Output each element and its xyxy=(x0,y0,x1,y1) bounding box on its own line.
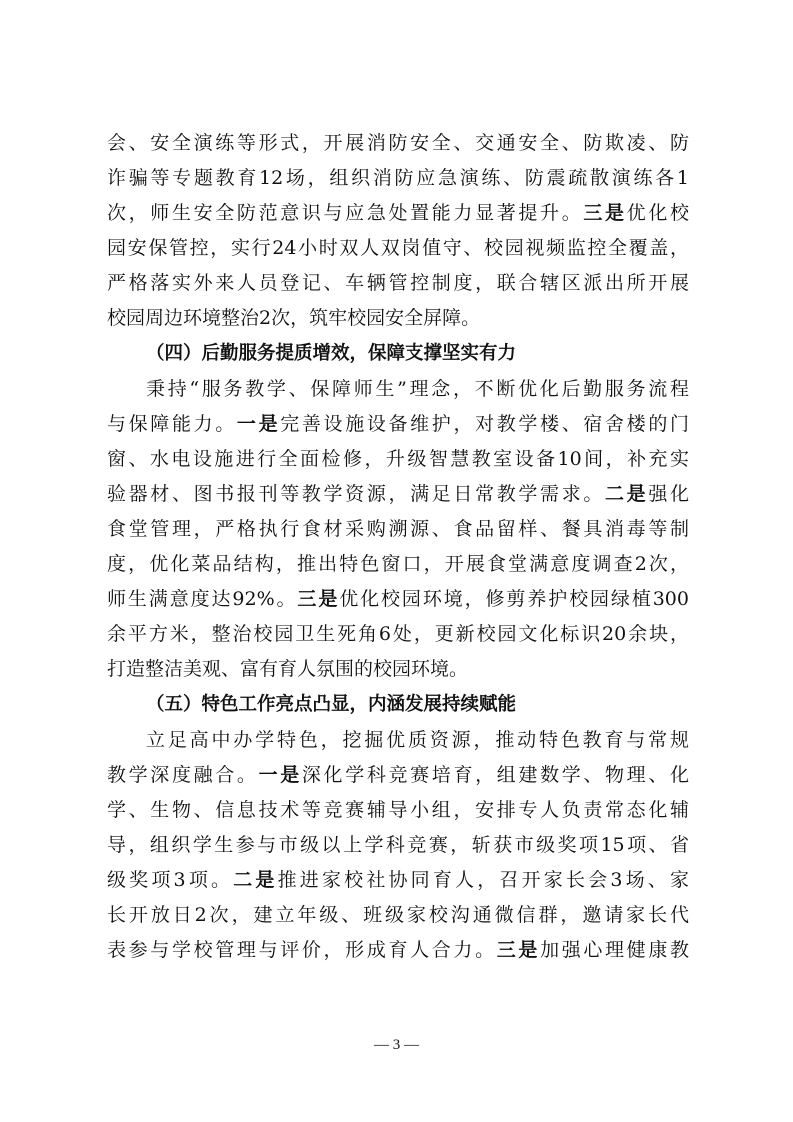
text-line: 教学深度融合。一是深化学科竞赛培育，组建数学、物理、化 xyxy=(107,764,689,786)
text-line: 立足高中办学特色，挖掘优质资源，推动特色教育与常规 xyxy=(146,729,689,751)
text-line: 长开放日2次，建立年级、班级家校沟通微信群，邀请家长代 xyxy=(107,904,689,926)
text-line: 表参与学校管理与评价，形成育人合力。三是加强心理健康教 xyxy=(107,939,689,961)
text-line: 诈骗等专题教育12场，组织消防应急演练、防震疏散演练各1 xyxy=(107,167,689,189)
text-line: 与保障能力。一是完善设施设备维护，对教学楼、宿舍楼的门 xyxy=(107,413,689,435)
text-line: 导，组织学生参与市级以上学科竞赛，斩获市级奖项15项、省 xyxy=(107,834,689,856)
section-heading: （四）后勤服务提质增效，保障支撑坚实有力 xyxy=(146,343,517,364)
text-line: 验器材、图书报刊等教学资源，满足日常教学需求。二是强化 xyxy=(107,483,689,505)
text-line: 学、生物、信息技术等竞赛辅导小组，安排专人负责常态化辅 xyxy=(107,799,689,821)
text-line: 余平方米，整治校园卫生死角6处，更新校园文化标识20余块， xyxy=(107,623,689,645)
text-line: 会、安全演练等形式，开展消防安全、交通安全、防欺凌、防 xyxy=(107,132,689,154)
text-line: 度，优化菜品结构，推出特色窗口，开展食堂满意度调查2次， xyxy=(107,553,689,575)
text-line: 打造整洁美观、富有育人氛围的校园环境。 xyxy=(107,658,469,680)
page-number: — 3 — xyxy=(374,1037,419,1053)
section-heading: （五）特色工作亮点凸显，内涵发展持续赋能 xyxy=(146,694,517,715)
text-line: 园安保管控，实行24小时双人双岗值守、校园视频监控全覆盖， xyxy=(107,237,689,259)
text-line: 级奖项3项。二是推进家校社协同育人，召开家长会3场、家 xyxy=(107,869,689,891)
text-line: 次，师生安全防范意识与应急处置能力显著提升。三是优化校 xyxy=(107,202,689,224)
text-line: 食堂管理，严格执行食材采购溯源、食品留样、餐具消毒等制 xyxy=(107,518,689,540)
text-line: 严格落实外来人员登记、车辆管控制度，联合辖区派出所开展 xyxy=(107,272,689,294)
text-line: 校园周边环境整治2次，筑牢校园安全屏障。 xyxy=(107,307,481,329)
text-line: 秉持“服务教学、保障师生”理念，不断优化后勤服务流程 xyxy=(146,378,689,400)
text-line: 窗、水电设施进行全面检修，升级智慧教室设备10间，补充实 xyxy=(107,448,689,470)
text-line: 师生满意度达92%。三是优化校园环境，修剪养护校园绿植300 xyxy=(107,588,689,610)
